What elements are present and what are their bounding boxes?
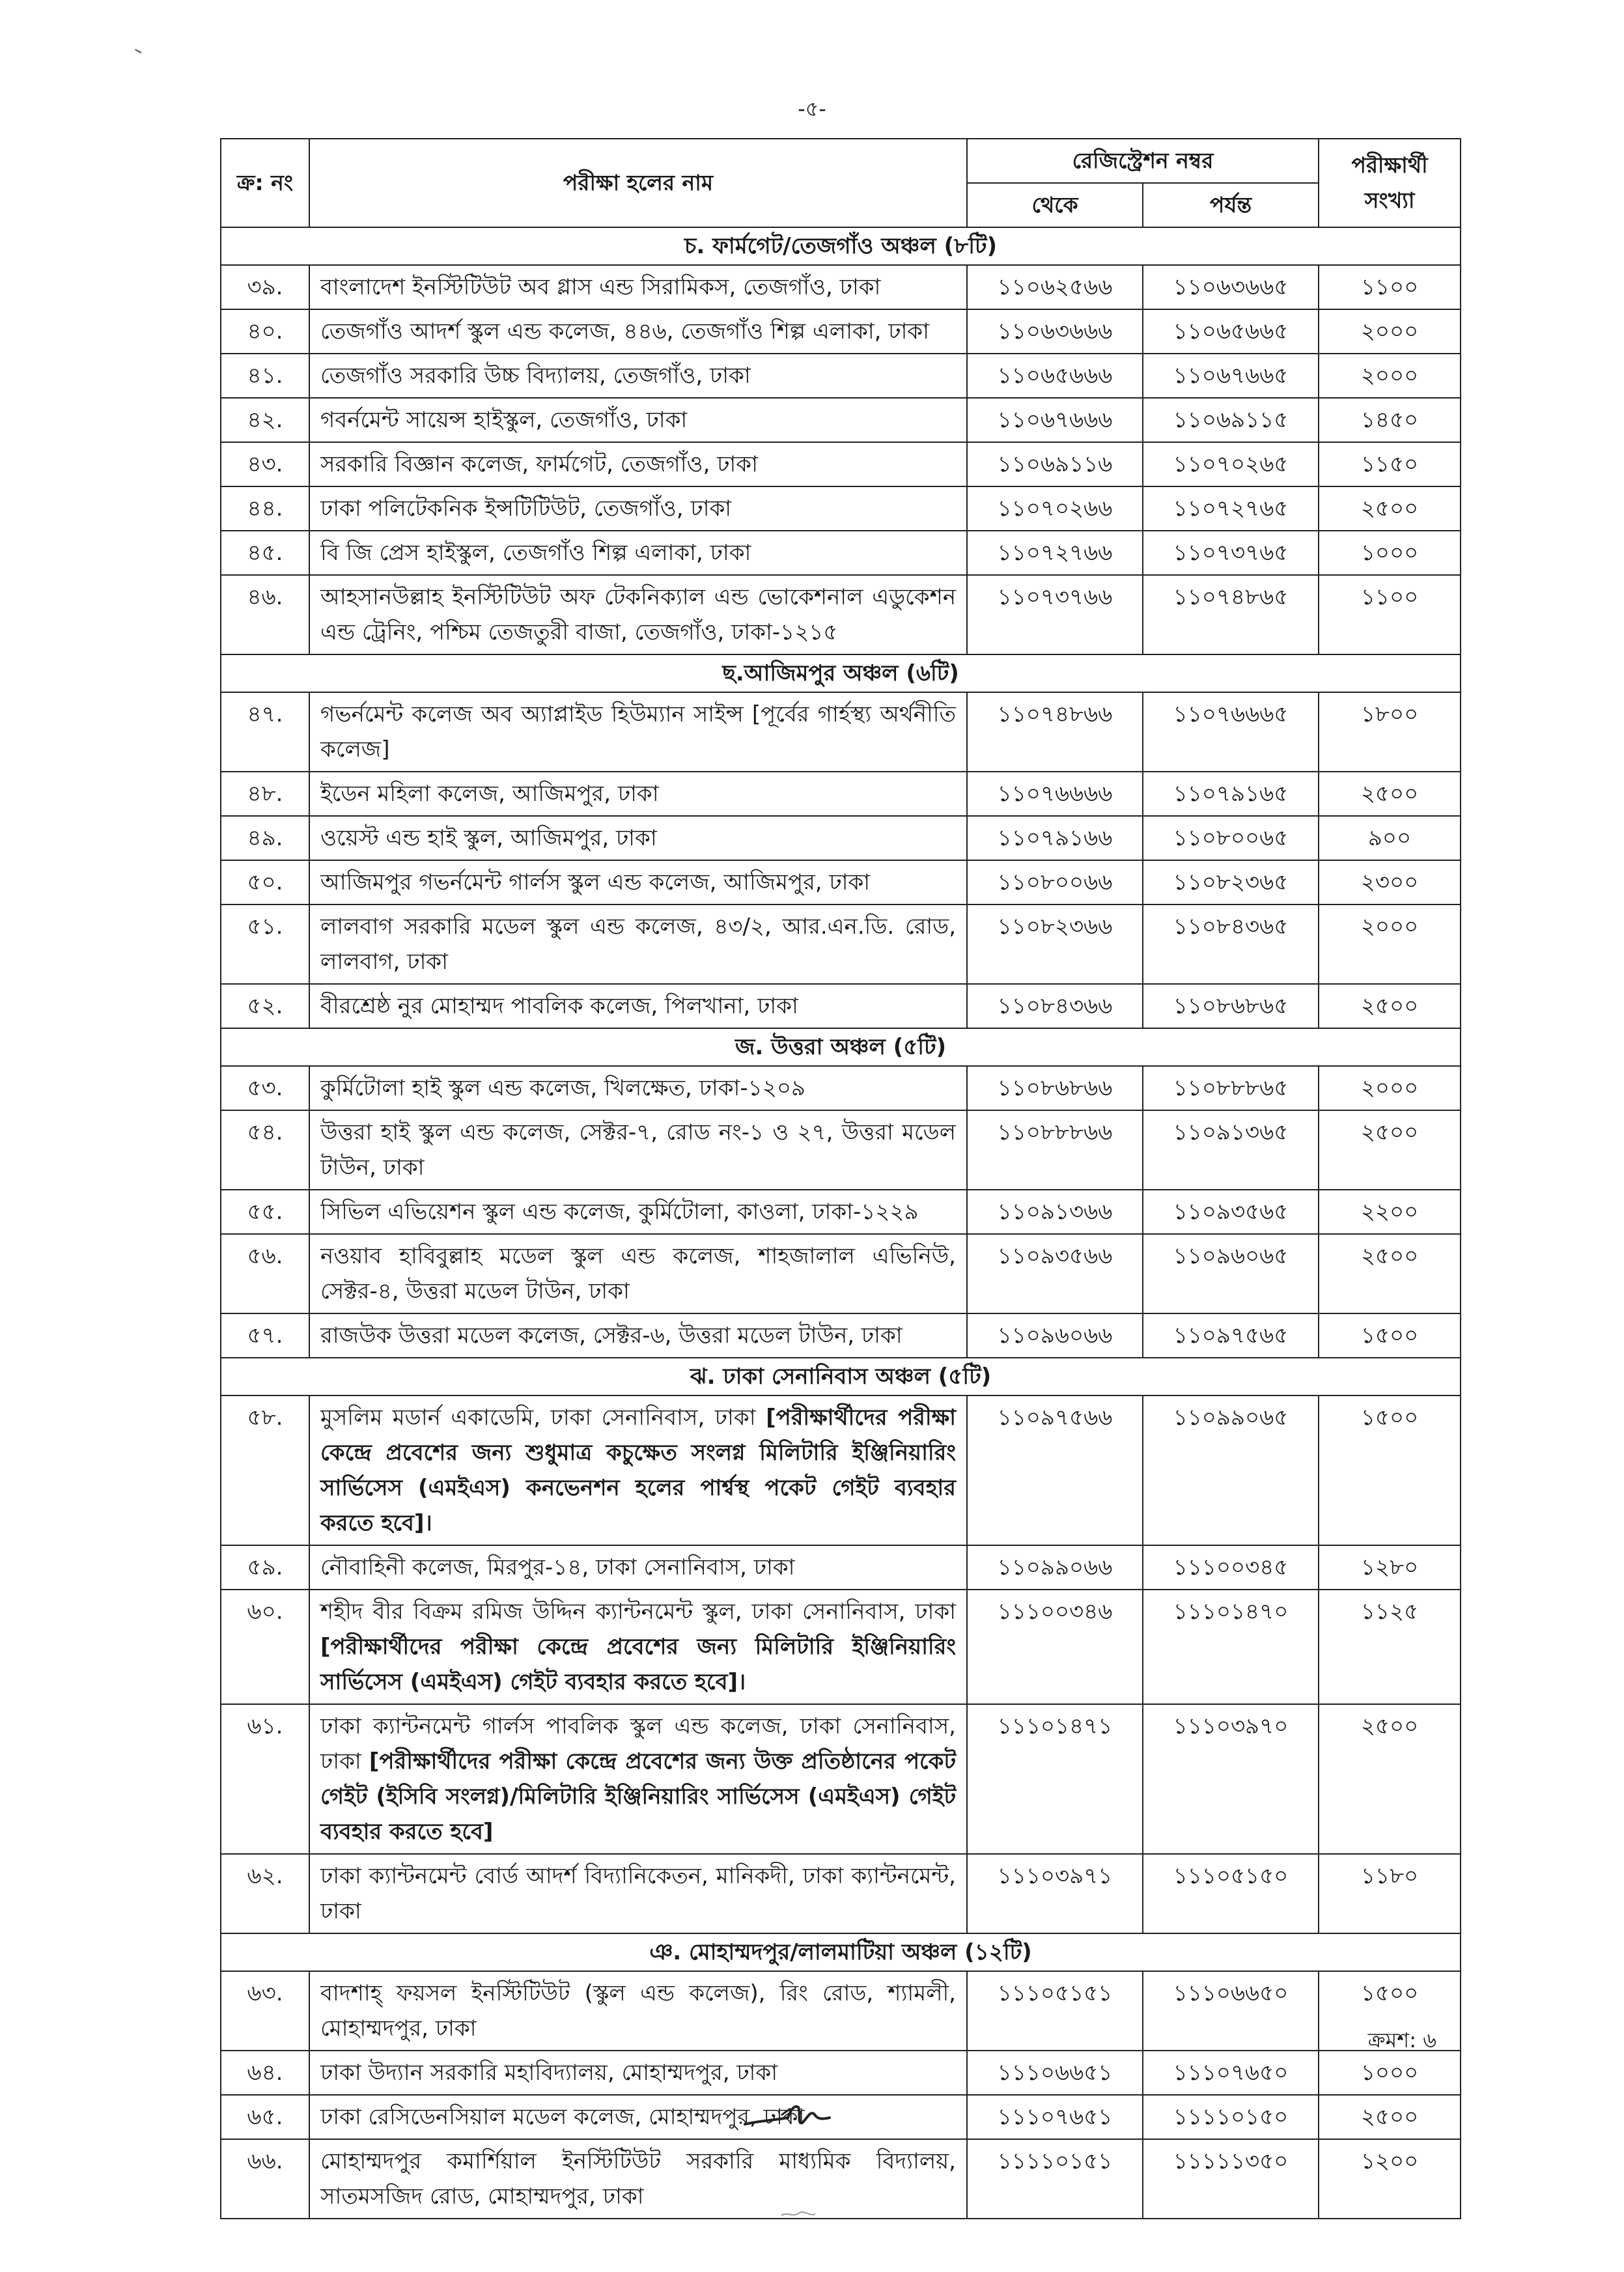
registration-to-cell: ১১১০৬৬৫০: [1143, 1971, 1319, 2051]
hall-name-text: কুর্মিটোলা হাই স্কুল এন্ড কলেজ, খিলক্ষেত, ঢাকা-১২০৯: [320, 1075, 805, 1101]
table-row: [221, 2095, 1461, 2139]
header-serial: ক্র: নং: [221, 139, 309, 227]
hall-name-text: মোহাম্মদপুর কমার্শিয়াল ইনস্টিটিউট সরকারি মাধ্যমিক বিদ্যালয়, সাতমসজিদ রোড, মোহাম্মদপুর, ঢাকা: [320, 2148, 956, 2209]
examinee-count-cell: ২৫০০: [1319, 984, 1461, 1028]
examinee-count-cell: ১২৮০: [1319, 1545, 1461, 1590]
hall-entry-note: [পরীক্ষার্থীদের পরীক্ষা কেন্দ্রে প্রবেশের জন্য মিলিটারি ইঞ্জিনিয়ারিং সার্ভিসেস (এমইএস) গেইট ব্যবহার করতে হবে]।: [320, 1634, 956, 1695]
serial-cell: ৫০.: [221, 860, 309, 905]
table-row: [221, 1066, 1461, 1110]
examinee-count-cell: ২৫০০: [1319, 772, 1461, 816]
examinee-count-cell: ২০০০: [1319, 905, 1461, 984]
hall-name-cell: [309, 1545, 967, 1590]
registration-from-cell: ১১১০১৪৭১: [967, 1704, 1143, 1854]
table-row: [221, 984, 1461, 1028]
continued-label: ক্রমশ: ৬: [1367, 2028, 1436, 2053]
exam-hall-table-container: [220, 138, 1460, 2219]
serial-cell: ৫২.: [221, 984, 309, 1028]
registration-from-cell: ১১০৮৪৩৬৬: [967, 984, 1143, 1028]
registration-to-cell: ১১১১০১৫০: [1143, 2095, 1319, 2139]
registration-from-cell: ১১০৭০২৬৬: [967, 486, 1143, 531]
hall-name-text: গভর্নমেন্ট কলেজ অব অ্যাপ্লাইড হিউম্যান সাইন্স [পূর্বের গার্হস্থ্য অর্থনীতি কলেজ]: [320, 701, 956, 763]
registration-to-cell: ১১০৯৬০৬৫: [1143, 1234, 1319, 1313]
hall-name-text: গবর্নমেন্ট সায়েন্স হাইস্কুল, তেজগাঁও, ঢাকা: [320, 407, 688, 433]
hall-name-text: বাংলাদেশ ইনস্টিটিউট অব গ্লাস এন্ড সিরামিকস, তেজগাঁও, ঢাকা: [320, 274, 881, 300]
serial-cell: ৫৬.: [221, 1234, 309, 1313]
registration-to-cell: ১১১০৭৬৫০: [1143, 2051, 1319, 2095]
examinee-count-cell: ২০০০: [1319, 354, 1461, 398]
hall-name-cell: [309, 905, 967, 984]
examinee-count-cell: ১১২৫: [1319, 1590, 1461, 1704]
table-row: [221, 1190, 1461, 1234]
hall-name-cell: [309, 531, 967, 575]
hall-name-cell: [309, 984, 967, 1028]
serial-cell: ৪২.: [221, 398, 309, 442]
serial-cell: ৪৫.: [221, 531, 309, 575]
registration-from-cell: ১১১০৩৯৭১: [967, 1854, 1143, 1933]
serial-cell: ৪৮.: [221, 772, 309, 816]
hall-name-cell: [309, 442, 967, 486]
hall-name-text: তেজগাঁও আদর্শ স্কুল এন্ড কলেজ, ৪৪৬, তেজগাঁও শিল্প এলাকা, ঢাকা: [320, 318, 929, 344]
hall-name-text: উত্তরা হাই স্কুল এন্ড কলেজ, সেক্টর-৭, রোড নং-১ ও ২৭, উত্তরা মডেল টাউন, ঢাকা: [320, 1119, 956, 1181]
hall-name-cell: [309, 1190, 967, 1234]
registration-to-cell: ১১০৯১৩৬৫: [1143, 1110, 1319, 1190]
zone-header-row: [221, 227, 1461, 265]
header-from: থেকে: [967, 183, 1143, 227]
hall-name-text: আহসানউল্লাহ ইনস্টিটিউট অফ টেকনিক্যাল এন্ড ভোকেশনাল এডুকেশন এন্ড ট্রেনিং, পশ্চিম তেজতুরী বাজা, তেজগাঁও, ঢাকা-১২১৫: [320, 584, 956, 645]
zone-title: ছ.আজিমপুর অঞ্চল (৬টি): [221, 654, 1461, 692]
table-row: [221, 309, 1461, 354]
table-row: [221, 1234, 1461, 1313]
exam-hall-table: [220, 138, 1461, 2219]
registration-from-cell: ১১০৯৭৫৬৬: [967, 1395, 1143, 1545]
serial-cell: ৫৭.: [221, 1313, 309, 1358]
header-examinees: পরীক্ষার্থী সংখ্যা: [1319, 139, 1461, 227]
table-row: [221, 2051, 1461, 2095]
registration-to-cell: ১১১০৩৯৭০: [1143, 1704, 1319, 1854]
table-row: [221, 816, 1461, 860]
hall-name-text: নৌবাহিনী কলেজ, মিরপুর-১৪, ঢাকা সেনানিবাস, ঢাকা: [320, 1554, 795, 1580]
examinee-count-cell: ১১০০: [1319, 265, 1461, 309]
hall-name-text: শহীদ বীর বিক্রম রমিজ উদ্দিন ক্যান্টনমেন্ট স্কুল, ঢাকা সেনানিবাস, ঢাকা: [320, 1599, 956, 1625]
registration-to-cell: ১১০৮৬৮৬৫: [1143, 984, 1319, 1028]
zone-title: ঞ. মোহাম্মদপুর/লালমাটিয়া অঞ্চল (১২টি): [221, 1933, 1461, 1971]
registration-to-cell: ১১০৭৯১৬৫: [1143, 772, 1319, 816]
hall-name-text: ঢাকা ক্যান্টনমেন্ট বোর্ড আদর্শ বিদ্যানিকেতন, মানিকদী, ঢাকা ক্যান্টনমেন্ট, ঢাকা: [320, 1863, 956, 1924]
table-row: [221, 1590, 1461, 1704]
examinee-count-cell: ১০০০: [1319, 531, 1461, 575]
hall-name-cell: [309, 1234, 967, 1313]
serial-cell: ৬৫.: [221, 2095, 309, 2139]
registration-to-cell: ১১০৮০০৬৫: [1143, 816, 1319, 860]
table-row: [221, 486, 1461, 531]
examinee-count-cell: ২৫০০: [1319, 1110, 1461, 1190]
hall-name-cell: [309, 692, 967, 772]
table-row: [221, 2139, 1461, 2219]
table-row: [221, 1704, 1461, 1854]
serial-cell: ৫১.: [221, 905, 309, 984]
hall-name-cell: [309, 1590, 967, 1704]
hall-name-cell: [309, 1110, 967, 1190]
serial-cell: ৩৯.: [221, 265, 309, 309]
registration-from-cell: ১১১০৭৬৫১: [967, 2095, 1143, 2139]
serial-cell: ৬০.: [221, 1590, 309, 1704]
examinee-count-cell: ২০০০: [1319, 1066, 1461, 1110]
table-row: [221, 354, 1461, 398]
hall-name-cell: [309, 1066, 967, 1110]
registration-from-cell: ১১১০০৩৪৬: [967, 1590, 1143, 1704]
zone-header-row: [221, 1933, 1461, 1971]
table-row: [221, 692, 1461, 772]
serial-cell: ৫৪.: [221, 1110, 309, 1190]
registration-from-cell: ১১১০৫১৫১: [967, 1971, 1143, 2051]
examinee-count-cell: ২৩০০: [1319, 860, 1461, 905]
hall-name-cell: [309, 2139, 967, 2219]
registration-from-cell: ১১০৭৬৬৬৬: [967, 772, 1143, 816]
registration-from-cell: ১১০৬২৫৬৬: [967, 265, 1143, 309]
registration-to-cell: ১১০৯৯০৬৫: [1143, 1395, 1319, 1545]
hall-name-cell: [309, 575, 967, 654]
serial-cell: ৬৪.: [221, 2051, 309, 2095]
hall-entry-note: [পরীক্ষার্থীদের পরীক্ষা কেন্দ্রে প্রবেশের জন্য উক্ত প্রতিষ্ঠানের পকেট গেইট (ইসিবি সংলগ্ন)/মিলিটারি ইঞ্জিনিয়ারিং সার্ভিসেস (এমইএস) গেইট ব্যবহার করতে হবে]: [320, 1748, 956, 1845]
hall-name-cell: [309, 1971, 967, 2051]
registration-from-cell: ১১০৮২৩৬৬: [967, 905, 1143, 984]
examinee-count-cell: ১০০০: [1319, 2051, 1461, 2095]
hall-name-cell: [309, 1313, 967, 1358]
examinee-count-cell: ১২০০: [1319, 2139, 1461, 2219]
header-hall-name: পরীক্ষা হলের নাম: [309, 139, 967, 227]
registration-from-cell: ১১১০৬৬৫১: [967, 2051, 1143, 2095]
table-row: [221, 1313, 1461, 1358]
registration-to-cell: ১১০৮২৩৬৫: [1143, 860, 1319, 905]
serial-cell: ৬৬.: [221, 2139, 309, 2219]
header-to: পর্যন্ত: [1143, 183, 1319, 227]
examinee-count-cell: ২৫০০: [1319, 2095, 1461, 2139]
registration-from-cell: ১১০৯৯০৬৬: [967, 1545, 1143, 1590]
examinee-count-cell: ১৫০০: [1319, 1395, 1461, 1545]
registration-from-cell: ১১১১০১৫১: [967, 2139, 1143, 2219]
serial-cell: ৪৯.: [221, 816, 309, 860]
table-row: [221, 442, 1461, 486]
examinee-count-cell: ১৫০০: [1319, 1313, 1461, 1358]
registration-from-cell: ১১০৮৬৮৬৬: [967, 1066, 1143, 1110]
hall-name-text: বি জি প্রেস হাইস্কুল, তেজগাঁও শিল্প এলাকা, ঢাকা: [320, 540, 751, 566]
registration-to-cell: ১১১১১৩৫০: [1143, 2139, 1319, 2219]
hall-name-text: আজিমপুর গভর্নমেন্ট গার্লস স্কুল এন্ড কলেজ, আজিমপুর, ঢাকা: [320, 869, 871, 895]
table-row: [221, 531, 1461, 575]
hall-name-text: নওয়াব হাবিবুল্লাহ মডেল স্কুল এন্ড কলেজ, শাহজালাল এভিনিউ, সেক্টর-৪, উত্তরা মডেল টাউন, ঢাকা: [320, 1243, 956, 1304]
serial-cell: ৫৮.: [221, 1395, 309, 1545]
registration-to-cell: ১১০৭৩৭৬৫: [1143, 531, 1319, 575]
registration-to-cell: ১১১০১৪৭০: [1143, 1590, 1319, 1704]
zone-title: জ. উত্তরা অঞ্চল (৫টি): [221, 1028, 1461, 1066]
serial-cell: ৬১.: [221, 1704, 309, 1854]
hall-name-cell: [309, 2051, 967, 2095]
zone-title: চ. ফার্মগেট/তেজগাঁও অঞ্চল (৮টি): [221, 227, 1461, 265]
table-row: [221, 1971, 1461, 2051]
table-row: [221, 860, 1461, 905]
registration-to-cell: ১১০৯৭৫৬৫: [1143, 1313, 1319, 1358]
registration-to-cell: ১১০৯৩৫৬৫: [1143, 1190, 1319, 1234]
hall-name-text: সিভিল এভিয়েশন স্কুল এন্ড কলেজ, কুর্মিটোলা, কাওলা, ঢাকা-১২২৯: [320, 1199, 919, 1225]
hall-name-text: মুসলিম মডার্ন একাডেমি, ঢাকা সেনানিবাস, ঢাকা: [320, 1405, 756, 1431]
hall-name-text: সরকারি বিজ্ঞান কলেজ, ফার্মগেট, তেজগাঁও, ঢাকা: [320, 451, 758, 477]
serial-cell: ৪৪.: [221, 486, 309, 531]
signature-icon: [742, 2098, 833, 2137]
table-row: [221, 1545, 1461, 1590]
examinee-count-cell: ২২০০: [1319, 1190, 1461, 1234]
registration-to-cell: ১১১০৫১৫০: [1143, 1854, 1319, 1933]
registration-to-cell: ১১০৬৭৬৬৫: [1143, 354, 1319, 398]
hall-name-text: লালবাগ সরকারি মডেল স্কুল এন্ড কলেজ, ৪৩/২, আর.এন.ডি. রোড, লালবাগ, ঢাকা: [320, 914, 956, 975]
hall-name-cell: [309, 2095, 967, 2139]
hall-name-cell: [309, 816, 967, 860]
serial-cell: ৫৩.: [221, 1066, 309, 1110]
table-row: [221, 1110, 1461, 1190]
examinee-count-cell: ১১৮০: [1319, 1854, 1461, 1933]
examinee-count-cell: ১৫০০: [1319, 1971, 1461, 2051]
registration-to-cell: ১১০৭২৭৬৫: [1143, 486, 1319, 531]
examinee-count-cell: ২৫০০: [1319, 486, 1461, 531]
examinee-count-cell: ২৫০০: [1319, 1234, 1461, 1313]
table-body: [221, 227, 1461, 2219]
hall-name-text: তেজগাঁও সরকারি উচ্চ বিদ্যালয়, তেজগাঁও, ঢাকা: [320, 363, 751, 389]
hall-name-cell: [309, 265, 967, 309]
registration-to-cell: ১১০৭৪৮৬৫: [1143, 575, 1319, 654]
zone-header-row: [221, 654, 1461, 692]
serial-cell: ৪৩.: [221, 442, 309, 486]
registration-to-cell: ১১০৭০২৬৫: [1143, 442, 1319, 486]
hall-name-cell: [309, 1395, 967, 1545]
serial-cell: ৪৭.: [221, 692, 309, 772]
serial-cell: ৪০.: [221, 309, 309, 354]
table-row: [221, 905, 1461, 984]
examinee-count-cell: ১৪৫০: [1319, 398, 1461, 442]
hall-name-text: ঢাকা ক্যান্টনমেন্ট গার্লস পাবলিক স্কুল এন্ড কলেজ, ঢাকা সেনানিবাস, ঢাকা: [320, 1713, 956, 1774]
hall-name-cell: [309, 1704, 967, 1854]
header-registration: রেজিস্ট্রেশন নম্বর: [967, 139, 1319, 183]
scan-speck-icon: [134, 47, 145, 55]
registration-from-cell: ১১০৬৯১১৬: [967, 442, 1143, 486]
zone-header-row: [221, 1358, 1461, 1395]
zone-title: ঝ. ঢাকা সেনানিবাস অঞ্চল (৫টি): [221, 1358, 1461, 1395]
examinee-count-cell: ১৮০০: [1319, 692, 1461, 772]
hall-name-text: বীরশ্রেষ্ঠ নুর মোহাম্মদ পাবলিক কলেজ, পিলখানা, ঢাকা: [320, 993, 798, 1019]
hall-name-cell: [309, 1854, 967, 1933]
registration-from-cell: ১১০৯৩৫৬৬: [967, 1234, 1143, 1313]
registration-to-cell: ১১০৮৪৩৬৫: [1143, 905, 1319, 984]
examinee-count-cell: ৯০০: [1319, 816, 1461, 860]
serial-cell: ৫৫.: [221, 1190, 309, 1234]
hall-name-cell: [309, 309, 967, 354]
hall-name-text: ঢাকা পলিটেকনিক ইন্সটিটিউট, তেজগাঁও, ঢাকা: [320, 496, 732, 522]
registration-from-cell: ১১০৬৫৬৬৬: [967, 354, 1143, 398]
hall-name-cell: [309, 486, 967, 531]
page-number: -৫-: [798, 96, 826, 121]
serial-cell: ৬৩.: [221, 1971, 309, 2051]
hall-entry-note: [পরীক্ষার্থীদের পরীক্ষা কেন্দ্রে প্রবেশের জন্য শুধুমাত্র কচুক্ষেত সংলগ্ন মিলিটারি ইঞ্জিনিয়ারিং সার্ভিসেস (এমইএস) কনভেনশন হলের পার্শ্বস্থ পকেট গেইট ব্যবহার করতে হবে]।: [320, 1405, 956, 1536]
hall-name-text: ইডেন মহিলা কলেজ, আজিমপুর, ঢাকা: [320, 781, 659, 807]
hall-name-cell: [309, 354, 967, 398]
registration-from-cell: ১১০৮৮৮৬৬: [967, 1110, 1143, 1190]
registration-to-cell: ১১০৬৫৬৬৫: [1143, 309, 1319, 354]
serial-cell: ৬২.: [221, 1854, 309, 1933]
examinee-count-cell: ২০০০: [1319, 309, 1461, 354]
registration-to-cell: ১১০৭৬৬৬৫: [1143, 692, 1319, 772]
registration-to-cell: ১১০৮৮৮৬৫: [1143, 1066, 1319, 1110]
hall-name-text: ওয়েস্ট এন্ড হাই স্কুল, আজিমপুর, ঢাকা: [320, 825, 657, 851]
table-row: [221, 575, 1461, 654]
registration-from-cell: ১১০৯১৩৬৬: [967, 1190, 1143, 1234]
registration-from-cell: ১১০৯৬০৬৬: [967, 1313, 1143, 1358]
table-row: [221, 1395, 1461, 1545]
table-row: [221, 398, 1461, 442]
table-row: [221, 772, 1461, 816]
hall-name-text: ঢাকা উদ্যান সরকারি মহাবিদ্যালয়, মোহাম্মদপুর, ঢাকা: [320, 2060, 778, 2086]
registration-from-cell: ১১০৬৭৬৬৬: [967, 398, 1143, 442]
table-row: [221, 1854, 1461, 1933]
table-row: [221, 265, 1461, 309]
examinee-count-cell: ১১৫০: [1319, 442, 1461, 486]
hall-name-text: বাদশাহ্ ফয়সল ইনস্টিটিউট (স্কুল এন্ড কলেজ), রিং রোড, শ্যামলী, মোহাম্মদপুর, ঢাকা: [320, 1980, 956, 2041]
registration-from-cell: ১১০৭৩৭৬৬: [967, 575, 1143, 654]
serial-cell: ৪৬.: [221, 575, 309, 654]
hall-name-cell: [309, 772, 967, 816]
registration-from-cell: ১১০৭২৭৬৬: [967, 531, 1143, 575]
serial-cell: ৫৯.: [221, 1545, 309, 1590]
hall-name-text: ঢাকা রেসিডেনসিয়াল মডেল কলেজ, মোহাম্মদপুর, ঢাকা: [320, 2104, 805, 2130]
hall-name-cell: [309, 860, 967, 905]
scan-mark-icon: [779, 2208, 818, 2221]
hall-name-text: রাজউক উত্তরা মডেল কলেজ, সেক্টর-৬, উত্তরা মডেল টাউন, ঢাকা: [320, 1323, 903, 1349]
registration-to-cell: ১১০৬৯১১৫: [1143, 398, 1319, 442]
hall-name-cell: [309, 398, 967, 442]
registration-from-cell: ১১০৭৯১৬৬: [967, 816, 1143, 860]
registration-to-cell: ১১০৬৩৬৬৫: [1143, 265, 1319, 309]
serial-cell: ৪১.: [221, 354, 309, 398]
registration-from-cell: ১১০৭৪৮৬৬: [967, 692, 1143, 772]
examinee-count-cell: ২৫০০: [1319, 1704, 1461, 1854]
registration-to-cell: ১১১০০৩৪৫: [1143, 1545, 1319, 1590]
zone-header-row: [221, 1028, 1461, 1066]
registration-from-cell: ১১০৮০০৬৬: [967, 860, 1143, 905]
examinee-count-cell: ১১০০: [1319, 575, 1461, 654]
registration-from-cell: ১১০৬৩৬৬৬: [967, 309, 1143, 354]
